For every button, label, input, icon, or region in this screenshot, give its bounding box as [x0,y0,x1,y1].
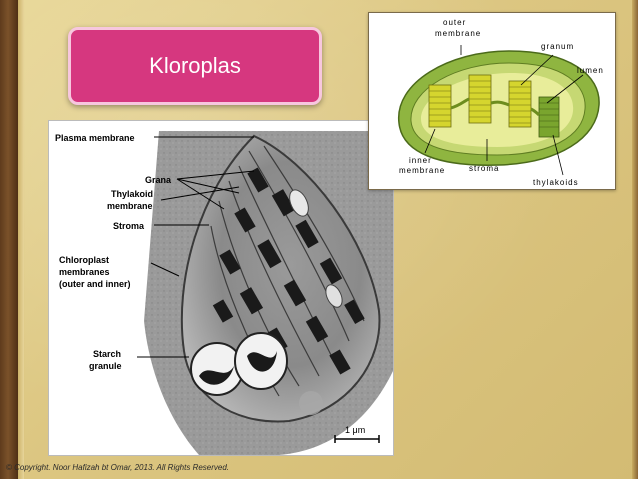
label-diagram-stroma: stroma [469,164,500,173]
label-thylakoids: thylakoids [533,178,579,187]
scale-label: 1 μm [345,425,366,435]
copyright-text: © Copyright. Noor Hafizah bt Omar, 2013. All Rights Reserved. [6,463,230,472]
label-thylakoid-membrane: membrane [107,201,153,211]
right-page-edge [632,0,638,479]
label-granum: granum [541,42,575,51]
label-stroma: Stroma [113,221,145,231]
label-grana: Grana [145,175,172,185]
label-outer: outer [443,18,467,27]
micrograph-figure [49,121,393,455]
label-inner-membrane: membrane [399,166,446,175]
chloroplast-diagram [368,12,616,190]
label-outer-inner: (outer and inner) [59,279,131,289]
label-inner: inner [409,156,432,165]
label-lumen: lumen [577,66,604,75]
label-thylakoid: Thylakoid [111,189,154,199]
label-starch: Starch [93,349,122,359]
slide-title-text: Kloroplas [149,53,241,78]
label-plasma-membrane: Plasma membrane [55,133,135,143]
label-granule: granule [89,361,122,371]
label-chloroplast: Chloroplast [59,255,110,265]
diagram-figure [369,13,615,189]
book-binding [0,0,18,479]
slide-title [68,27,322,105]
label-membranes: membranes [59,267,110,277]
label-outer-membrane: membrane [435,29,482,38]
page-edge [18,0,24,479]
chloroplast-micrograph [48,120,394,456]
